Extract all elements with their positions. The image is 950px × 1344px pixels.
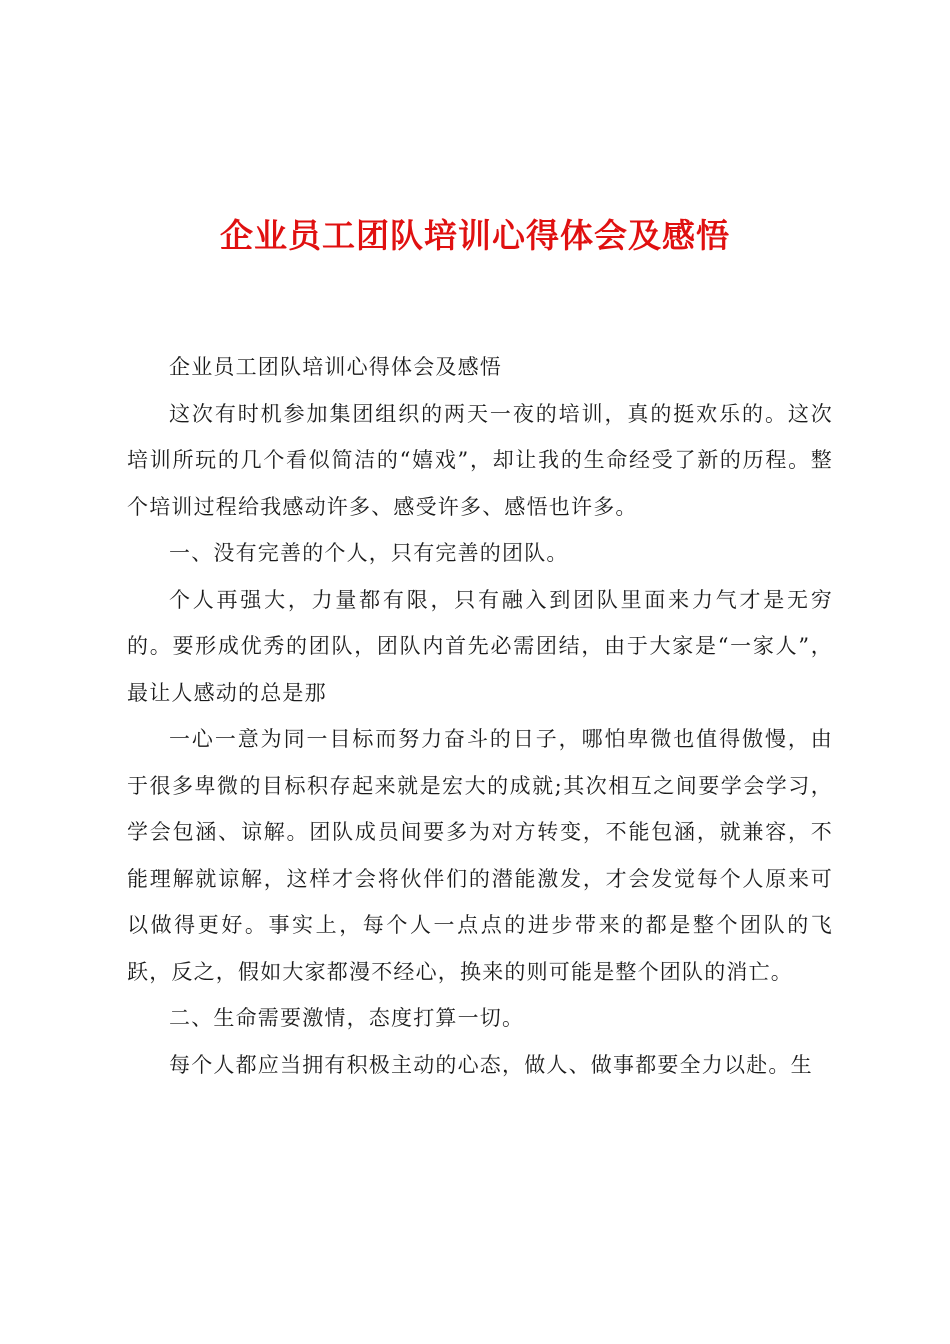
section-heading: 二、生命需要激情，态度打算一切。	[169, 1006, 525, 1030]
section-heading: 一、没有完善的个人，只有完善的团队。	[169, 541, 569, 565]
body-paragraph: 这次有时机参加集团组织的两天一夜的培训，真的挺欢乐的。这次培训所玩的几个看似简洁的“嬉戏”，却让我的生命经受了新的历程。整个培训过程给我感动许多、感受许多、感悟也许多。	[127, 401, 833, 519]
body-paragraph: 每个人都应当拥有积极主动的心态，做人、做事都要全力以赴。生	[169, 1052, 813, 1077]
document-body	[127, 344, 833, 1088]
document-title: 企业员工团队培训心得体会及感悟	[220, 216, 730, 255]
body-paragraph: 一心一意为同一目标而努力奋斗的日子，哪怕卑微也值得傲慢，由于很多卑微的目标积存起来就是宏大的成就;其次相互之间要学会学习，学会包涵、谅解。团队成员间要多为对方转变，不能包涵，就兼容，不能理解就谅解，这样才会将伙伴们的潜能激发，才会发觉每个人原来可以做得更好。事实上，每个人一点点的进步带来的都是整个团队的飞跃，反之，假如大家都漫不经心，换来的则可能是整个团队的消亡。	[127, 727, 833, 984]
body-paragraph: 个人再强大，力量都有限，只有融入到团队里面来力气才是无穷的。要形成优秀的团队，团队内首先必需团结，由于大家是“一家人”，最让人感动的总是那	[127, 587, 833, 705]
document-subtitle: 企业员工团队培训心得体会及感悟	[169, 355, 502, 379]
